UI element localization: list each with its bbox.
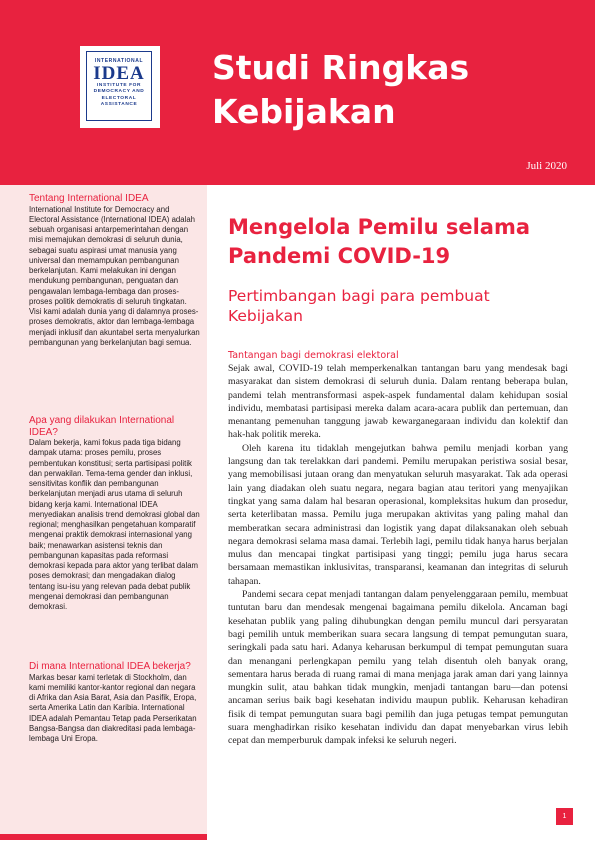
header-title-line1: Studi Ringkas bbox=[212, 48, 470, 87]
logo-text-international: INTERNATIONAL bbox=[94, 58, 144, 64]
logo-text-line3: ELECTORAL bbox=[101, 95, 137, 101]
sidebar-heading-where: Di mana International IDEA bekerja? bbox=[29, 661, 191, 672]
header-title-line2: Kebijakan bbox=[212, 92, 396, 131]
sidebar-section-where bbox=[29, 661, 201, 744]
body-paragraph-2: Oleh karena itu tidaklah mengejutkan bahwa pemilu menjadi korban yang langsung dan tak terelakkan dari pandemi. Pemilu merupakan peristiwa sosial besar, yang memobilisasi jutaan orang dan menyatukan seluruh masyarakat. Tak ada operasi lain yang diadakan oleh suatu negara, negara bagian atau teritori yang menyajikan tingkat yang sama dalam hal besaran operasional, kompleksitas hukum dan prosedur, serta keterlibatan massa. Pemilu juga merupakan aktivitas yang paling mahal dan memberatkan secara administrasi dan logistik yang dapat dilaksanakan oleh sebuah negara demokrasi selama masa damai. Terlebih lagi, pemilu tidak hanya harus berjalan mulus dan mencapai tingkat partisipasi yang tinggi; pemilu juga harus secara bersamaan memastikan inklusivitas, transparansi, keamanan dan integritas di seluruh tahapan. bbox=[228, 442, 568, 587]
document-type-title bbox=[212, 46, 469, 134]
sidebar-body-about: International Institute for Democracy and Electoral Assistance (International IDEA) adalah sebuah organisasi antarpemerintahan dengan misi memajukan demokrasi di seluruh dunia, sebagai suatu aspirasi umat manusia yang universal dan memampukan pembangunan berkelanjutan. Kami melakukan ini dengan mendukung pembangunan, penguatan dan pengawalan lembaga-lembaga dan proses-proses politik demokratis di seluruh tingkatan. Visi kami adalah dunia yang di dalamnya proses-proses demokratis, aktor dan lembaga-lembaga menjadi inklusif dan akuntabel serta menyalurkan pembangunan yang berkelanjutan bagi semua. bbox=[29, 204, 200, 347]
main-title-line1: Mengelola Pemilu selama bbox=[228, 215, 531, 239]
main-subtitle bbox=[228, 286, 568, 326]
sidebar-section-about bbox=[29, 193, 201, 348]
publication-date: Juli 2020 bbox=[526, 160, 567, 172]
idea-logo bbox=[80, 46, 160, 128]
header-banner bbox=[0, 0, 595, 185]
sidebar-section-what bbox=[29, 415, 201, 612]
idea-logo-frame bbox=[86, 51, 152, 121]
logo-text-line4: ASSISTANCE bbox=[100, 102, 138, 108]
page-number: 1 bbox=[556, 808, 573, 825]
body-text bbox=[228, 362, 568, 748]
sidebar-body-what: Dalam bekerja, kami fokus pada tiga bidang dampak utama: proses pemilu, proses pembentukan konstitusi; serta partisipasi politik dan perwakilan. Tema-tema gender dan inklusi, sensitivitas konflik dan pembangunan berkelanjutan menjadi arus utama di seluruh bidang kerja kami. International IDEA menyediakan analisis trend demokrasi global dan regional; menghasilkan pengetahuan komparatif mengenai praktik demokrasi internasional yang baik; menawarkan asistensi teknis dan pembangunan kapasitas pada reformasi demokrasi kepada para aktor yang terlibat dalam poses demokrasi; dan mengadakan dialog tentang isu-isu yang relevan pada debat publik mengenai demokrasi dan pembangunan demokrasi. bbox=[29, 438, 200, 611]
sidebar-heading-about: Tentang International IDEA bbox=[29, 193, 149, 204]
main-subtitle-line2: Kebijakan bbox=[228, 307, 303, 325]
body-paragraph-3: Pandemi secara cepat menjadi tantangan dalam penyelenggaraan pemilu, membuat tuntutan baru dan mendesak mengenai bagaimana pemilu dikelola. Ancaman bagi kesehatan publik yang paling dihubungkan dengan pemilu muncul dari persyaratan bagi pemilih untuk memberikan suara secara langsung di tempat pemungutan suara, seringkali pada satu hari. Adanya keharusan berkumpul di tempat pemungutan suara dan menangani perlengkapan pemilu yang telah disentuh oleh banyak orang, sementara harus berada di ruang ramai di mana menjaga jarak aman dari yang lainnya mungkin sulit, atau bahkan tidak mungkin, menjadi tantangan baru—dan potensi ancaman serius baik bagi kesehatan individu maupun publik. Keharusan kehadiran fisik di tempat pemungutan suara bagi pemilih dan juga petugas tempat pemungutan suara menghadirkan risiko kesehatan individu dan dapat menyebarkan virus lebih cepat dan memperburuk dampak infeksi ke seluruh negeri. bbox=[228, 589, 568, 747]
section-heading: Tantangan bagi demokrasi elektoral bbox=[228, 350, 399, 361]
sidebar-heading-what: Apa yang dilakukan International IDEA? bbox=[29, 415, 175, 438]
main-subtitle-line1: Pertimbangan bagi para pembuat bbox=[228, 287, 490, 305]
sidebar bbox=[0, 185, 207, 840]
sidebar-body-where: Markas besar kami terletak di Stockholm, dan kami memiliki kantor-kantor regional dan negara di Afrika dan Asia Barat, Asia dan Pasifik, Eropa, serta Amerika Latin dan Karibia. International IDEA adalah Pemantau Tetap pada Perserikatan Bangsa-Bangsa dan diakreditasi pada lembaga-lembaga Uni Eropa. bbox=[29, 672, 197, 743]
main-title bbox=[228, 213, 568, 271]
logo-text-line2: DEMOCRACY AND bbox=[93, 89, 145, 95]
main-title-line2: Pandemi COVID-19 bbox=[228, 244, 451, 268]
logo-text-idea: IDEA bbox=[93, 63, 145, 84]
logo-text-line1: INSTITUTE FOR bbox=[96, 83, 142, 88]
body-paragraph-1: Sejak awal, COVID-19 telah memperkenalkan tantangan baru yang mendesak bagi masyarakat dan sistem demokrasi di seluruh dunia. Dalam rentang beberapa bulan, pandemi telah mentransformasi aspek-aspek fundamental dalam kehidupan sosial individu, membatasi partisipasi mereka dalam acara-acara publik dan pertemuan, dan menantang pemenuhan tanggung jawab kewarganegaraan individu dan kolektif dan hak-hak politik mereka. bbox=[228, 363, 568, 441]
